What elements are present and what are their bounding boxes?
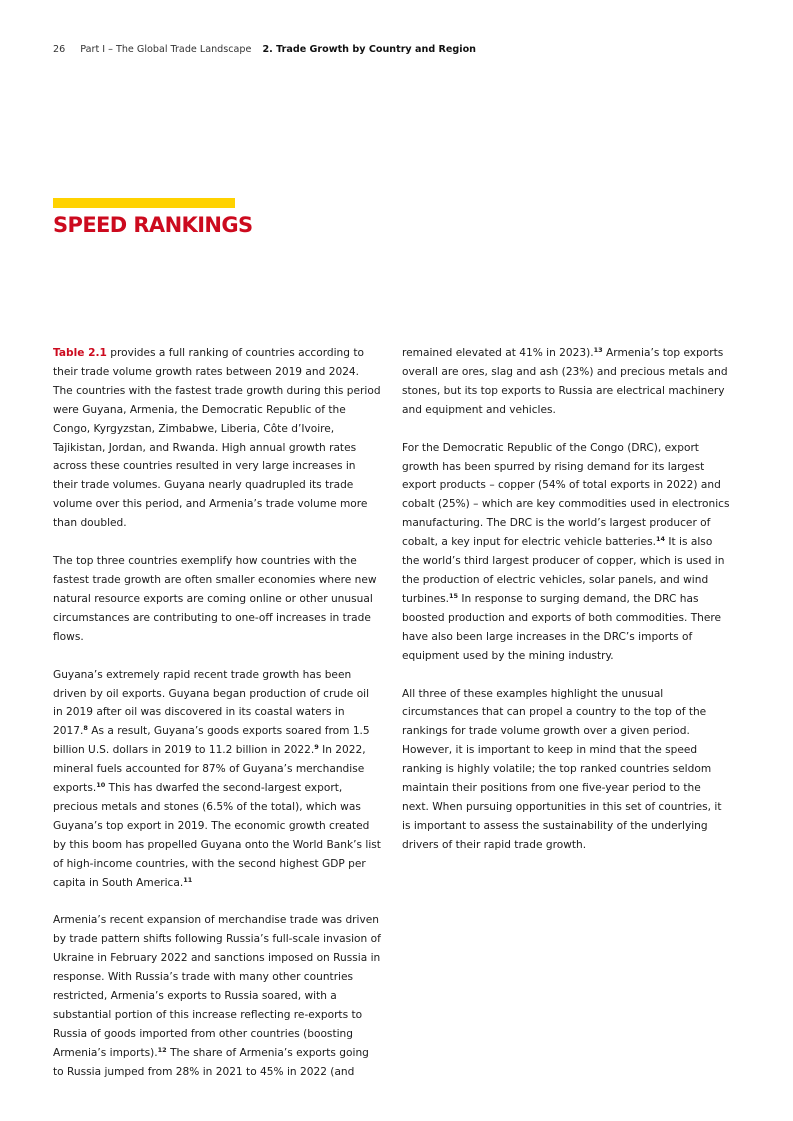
section-title: SPEED RANKINGS [53, 213, 253, 237]
section-accent-bar [53, 198, 235, 208]
paragraph: Table 2.1 provides a full ranking of countries according to their trade volume growth rates between 2019 and 2024. The countries with the fastest trade growth during this period were Guyana, Armenia, the Democratic Republic of the Congo, Kyrgyzstan, Zimbabwe, Liberia, Côte d’Ivoire, Tajikistan, Jordan, and Rwanda. High annual growth rates across these countries resulted in very large increases in their trade volumes. Guyana nearly quadrupled its trade volume over this period, and Armenia’s trade volume more than doubled. [53, 347, 381, 530]
left-text-column [53, 344, 381, 1101]
page-number: 26 [53, 44, 66, 55]
footnote-ref[interactable]: 14 [655, 535, 666, 544]
header-part-title: Part I – The Global Trade Landscape [80, 44, 252, 55]
paragraph: Guyana’s extremely rapid recent trade growth has been driven by oil exports. Guyana began production of crude oil in 2019 after oil was discovered in its coastal waters in 2017.$^8$ As a result, Guyana’s goods exports soared from 1.5 billion U.S. dollars in 2019 to 11.2 billion in 2022.$^9$ In 2022, mineral fuels accounted for 87% of Guyana’s merchandise exports.$^{10}$ This has dwarfed the second-largest export, precious metals and stones (6.5% of the total), which was Guyana’s top export in 2019. The economic growth created by this boom has propelled Guyana onto the World Bank’s list of high-income countries, with the second highest GDP per capita in South America.$^{11}$ [53, 668, 381, 889]
paragraph: All three of these examples highlight the unusual circumstances that can propel a country to the top of the rankings for trade volume growth over a given period. However, it is important to keep in mind that the speed ranking is highly volatile; the top ranked countries seldom maintain their positions from one five-year period to the next. When pursuing opportunities in this set of countries, it is important to assess the sustainability of the underlying drivers of their rapid trade growth. [402, 687, 722, 851]
footnote-ref[interactable]: 9 [314, 743, 319, 752]
footnote-ref[interactable]: 10 [96, 781, 106, 790]
footnote-ref[interactable]: 8 [83, 724, 88, 733]
header-chapter-title: 2. Trade Growth by Country and Region [262, 44, 476, 55]
paragraph: remained elevated at 41% in 2023).$^{13}$ Armenia’s top exports overall are ores, slag and ash (23%) and precious metals and stones, but its top exports to Russia are electrical machinery and equipment and vehicles. [402, 346, 728, 416]
running-header [53, 44, 476, 55]
paragraph: For the Democratic Republic of the Congo (DRC), export growth has been spurred by rising demand for its largest export products – copper (54% of total exports in 2022) and cobalt (25%) – which are key commodities used in electronics manufacturing. The DRC is the world’s largest producer of cobalt, a key input for electric vehicle batteries.$^{14}$ It is also the world’s third largest producer of copper, which is used in the production of electric vehicles, solar panels, and wind turbines.$^{15}$ In response to surging demand, the DRC has boosted production and exports of both commodities. There have also been large increases in the DRC’s imports of equipment used by the mining industry. [402, 441, 730, 662]
paragraph: Armenia’s recent expansion of merchandise trade was driven by trade pattern shifts following Russia’s full-scale invasion of Ukraine in February 2022 and sanctions imposed on Russia in response. With Russia’s trade with many other countries restricted, Armenia’s exports to Russia soared, with a substantial portion of this increase reflecting re-exports to Russia of goods imported from other countries (boosting Armenia’s imports).$^{12}$ The share of Armenia’s exports going to Russia jumped from 28% in 2021 to 45% in 2022 (and [53, 914, 381, 1078]
paragraph: The top three countries exemplify how countries with the fastest trade growth are often smaller economies where new natural resource exports are coming online or other unusual circumstances are contributing to one-off increases in trade flows. [53, 555, 377, 643]
footnote-ref[interactable]: 11 [183, 875, 193, 884]
table-reference-link[interactable]: Table 2.1 [53, 347, 107, 359]
right-text-column [402, 344, 730, 874]
footnote-ref[interactable]: 13 [593, 346, 603, 354]
footnote-ref[interactable]: 15 [449, 591, 459, 600]
footnote-ref[interactable]: 12 [157, 1045, 167, 1054]
